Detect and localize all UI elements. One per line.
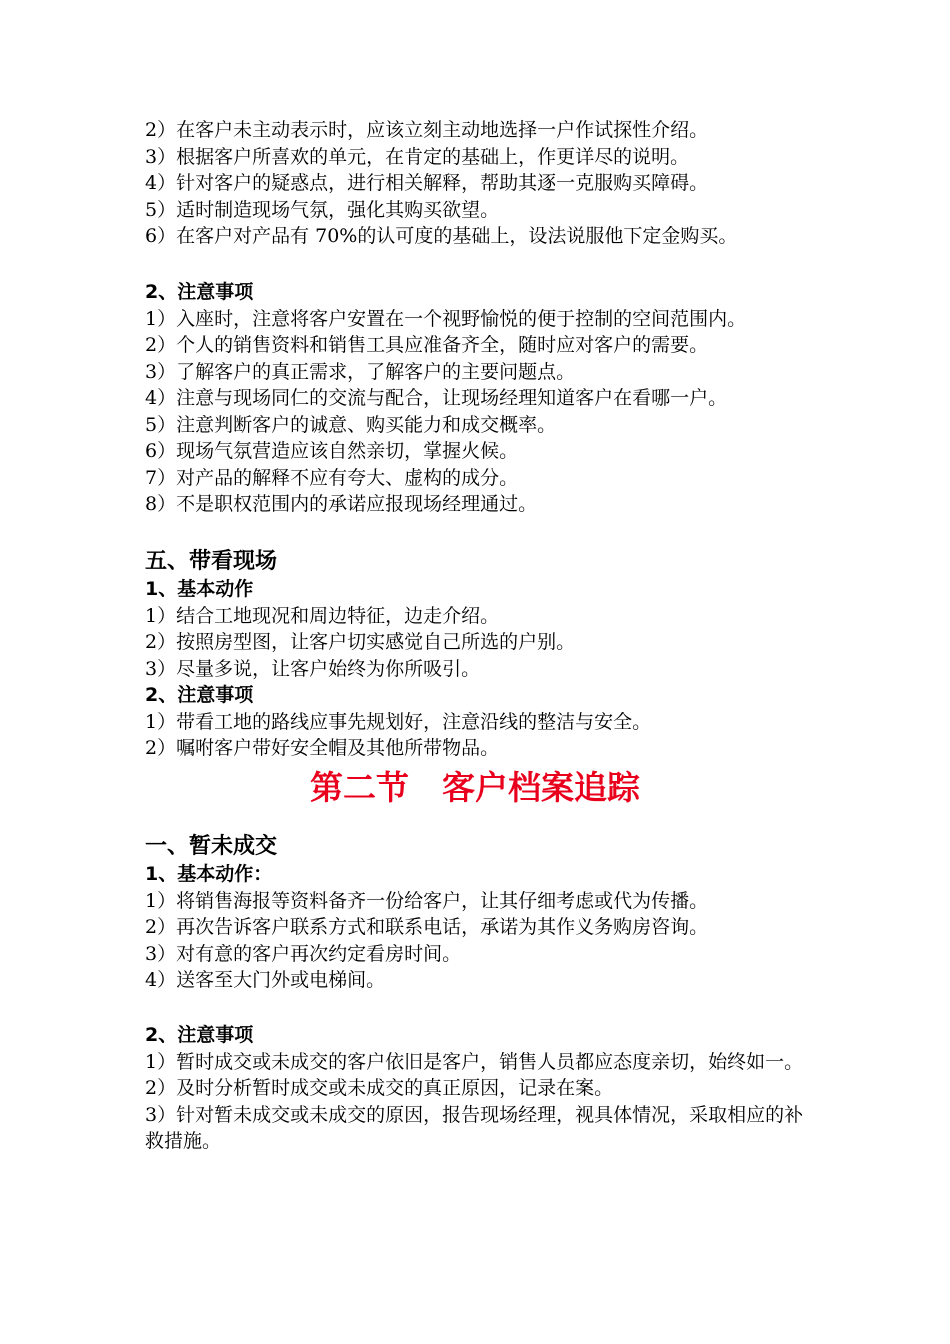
section-heading: 五、带看现场 (145, 549, 278, 574)
list-item: 1）带看工地的路线应事先规划好，注意沿线的整洁与安全。 (145, 710, 652, 733)
subsection-heading: 2、注意事项 (145, 1024, 254, 1046)
subsection-heading: 2、注意事项 (145, 281, 254, 303)
list-item: 6）在客户对产品有 70%的认可度的基础上，设法说服他下定金购买。 (145, 225, 738, 247)
list-item: 3）根据客户所喜欢的单元，在肯定的基础上，作更详尽的说明。 (145, 145, 690, 168)
list-item: 4）注意与现场同仁的交流与配合，让现场经理知道客户在看哪一户。 (145, 387, 728, 409)
list-item: 3）尽量多说，让客户始终为你所吸引。 (145, 657, 481, 680)
list-item: 5）适时制造现场气氛，强化其购买欲望。 (145, 198, 500, 221)
list-item: 1）暂时成交或未成交的客户依旧是客户，销售人员都应态度亲切，始终如一。 (145, 1050, 804, 1073)
list-item: 3）对有意的客户再次约定看房时间。 (145, 942, 462, 965)
notes-section (145, 279, 825, 518)
chapter-title: 第二节 客户档案追踪 (310, 768, 640, 807)
list-item: 4）送客至大门外或电梯间。 (145, 969, 386, 991)
list-item: 1）将销售海报等资料备齐一份给客户，让其仔细考虑或代为传播。 (145, 889, 709, 912)
list-item: 2）个人的销售资料和销售工具应准备齐全，随时应对客户的需要。 (145, 334, 709, 356)
list-item: 2）再次告诉客户联系方式和联系电话，承诺为其作义务购房咨询。 (145, 916, 709, 938)
list-item: 6）现场气氛营造应该自然亲切，掌握火候。 (145, 440, 519, 462)
list-item: 4）针对客户的疑惑点，进行相关解释，帮助其逐一克服购买障碍。 (145, 172, 709, 194)
list-item: 1）入座时，注意将客户安置在一个视野愉悦的便于控制的空间范围内。 (145, 307, 747, 330)
list-item: 5）注意判断客户的诚意、购买能力和成交概率。 (145, 413, 557, 436)
subsection-heading: 2、注意事项 (145, 684, 254, 706)
section-five (145, 548, 825, 762)
list-item: 3）了解客户的真正需求，了解客户的主要问题点。 (145, 360, 576, 383)
list-item: 8）不是职权范围内的承诺应报现场经理通过。 (145, 493, 538, 515)
list-item: 1）结合工地现况和周边特征，边走介绍。 (145, 604, 500, 627)
list-item: 2）在客户未主动表示时，应该立刻主动地选择一户作试探性介绍。 (145, 119, 709, 141)
section-one (145, 833, 825, 994)
list-item: 2）按照房型图，让客户切实感觉自己所选的户别。 (145, 631, 576, 653)
list-item: 2）及时分析暂时成交或未成交的真正原因，记录在案。 (145, 1077, 614, 1099)
list-item: 7）对产品的解释不应有夸大、虚构的成分。 (145, 466, 519, 489)
list-item: 3）针对暂未成交或未成交的原因，报告现场经理，视具体情况，采取相应的补救措施。 (145, 1103, 804, 1152)
section-one-notes (145, 1022, 825, 1155)
intro-list (145, 117, 825, 250)
list-item: 2）嘱咐客户带好安全帽及其他所带物品。 (145, 737, 500, 759)
subsection-heading: 1、基本动作： (145, 863, 273, 885)
subsection-heading: 1、基本动作 (145, 578, 254, 600)
section-heading: 一、暂未成交 (145, 834, 278, 859)
